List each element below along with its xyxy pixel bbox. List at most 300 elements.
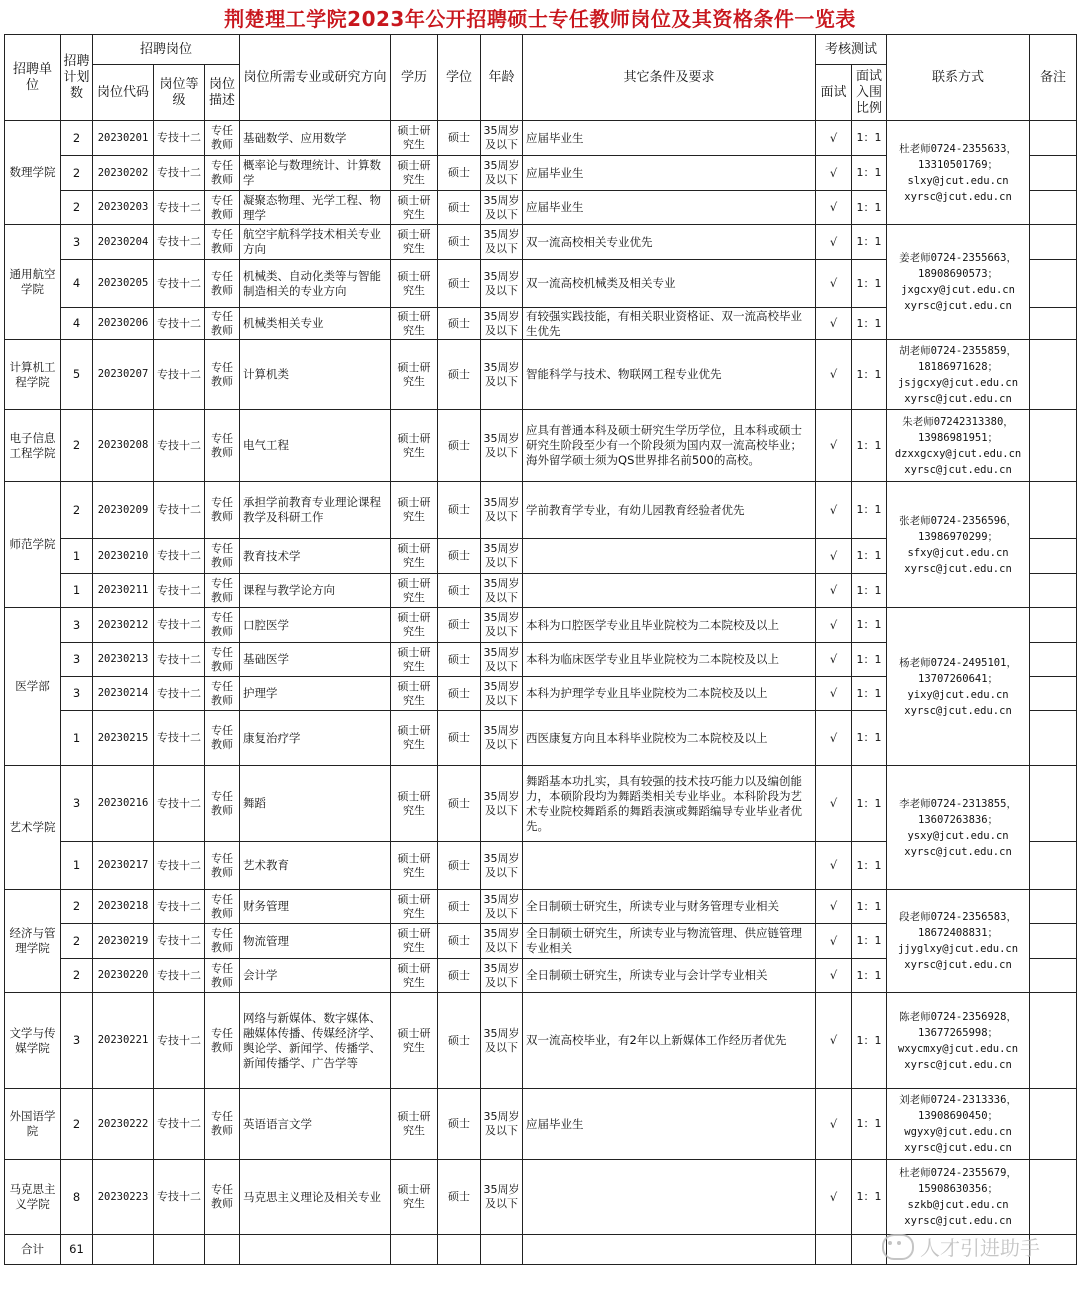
age-cell: 35周岁及以下 bbox=[481, 1160, 523, 1235]
edu-cell: 硕士研究生 bbox=[391, 993, 438, 1089]
plan-cell: 2 bbox=[61, 410, 93, 482]
code-cell: 20230207 bbox=[93, 340, 154, 410]
interview-check: √ bbox=[816, 156, 852, 191]
plan-cell: 8 bbox=[61, 1160, 93, 1235]
unit-cell: 外国语学院 bbox=[5, 1089, 61, 1160]
desc-cell: 专任教师 bbox=[205, 539, 240, 574]
contact-line: 杜老师0724-2355633， bbox=[899, 142, 1017, 155]
other-cell: 智能科学与技术、物联网工程专业优先 bbox=[523, 340, 816, 410]
edu-cell: 硕士研究生 bbox=[391, 121, 438, 156]
interview-check: √ bbox=[816, 410, 852, 482]
header-contact: 联系方式 bbox=[887, 35, 1030, 121]
desc-cell: 专任教师 bbox=[205, 121, 240, 156]
other-cell: 双一流高校相关专业优先 bbox=[523, 225, 816, 260]
ratio-cell: 1：1 bbox=[852, 842, 887, 890]
age-cell: 35周岁及以下 bbox=[481, 643, 523, 677]
note-cell bbox=[1030, 1089, 1077, 1160]
contact-line: 张老师0724-2356596， bbox=[899, 514, 1017, 527]
edu-cell: 硕士研究生 bbox=[391, 260, 438, 308]
degree-cell: 硕士 bbox=[438, 340, 481, 410]
plan-cell: 1 bbox=[61, 574, 93, 608]
contact-line: slxy@jcut.edu.cn bbox=[907, 174, 1009, 187]
degree-cell: 硕士 bbox=[438, 677, 481, 711]
degree-cell: 硕士 bbox=[438, 711, 481, 766]
edu-cell: 硕士研究生 bbox=[391, 1160, 438, 1235]
code-cell: 20230203 bbox=[93, 191, 154, 225]
major-cell: 基础医学 bbox=[240, 643, 391, 677]
table-row bbox=[5, 121, 1077, 156]
grade-cell: 专技十二 bbox=[154, 260, 205, 308]
note-cell bbox=[1030, 482, 1077, 539]
unit-cell: 医学部 bbox=[5, 608, 61, 766]
ratio-cell: 1：1 bbox=[852, 574, 887, 608]
contact-line: 段老师0724-2356583， bbox=[899, 911, 1017, 923]
desc-cell: 专任教师 bbox=[205, 340, 240, 410]
contact-line: 李老师0724-2313855， bbox=[899, 797, 1017, 810]
interview-check: √ bbox=[816, 482, 852, 539]
other-cell: 舞蹈基本功扎实，具有较强的技术技巧能力以及编创能力，本硕阶段均为舞蹈类相关专业毕业。本科阶段为艺术专业院校舞蹈系的舞蹈表演或舞蹈编导专业毕业者优先。 bbox=[523, 766, 816, 842]
contact-line: jxgcxy@jcut.edu.cn bbox=[901, 284, 1015, 296]
code-cell: 20230220 bbox=[93, 959, 154, 993]
plan-cell: 3 bbox=[61, 766, 93, 842]
age-cell: 35周岁及以下 bbox=[481, 959, 523, 993]
code-cell: 20230211 bbox=[93, 574, 154, 608]
contact-line: dzxxgcxy@jcut.edu.cn bbox=[894, 447, 1022, 460]
interview-check: √ bbox=[816, 121, 852, 156]
note-cell bbox=[1030, 156, 1077, 191]
degree-cell: 硕士 bbox=[438, 842, 481, 890]
contact-cell bbox=[887, 608, 1030, 766]
contact-line: 13607263836； bbox=[918, 813, 999, 826]
desc-cell: 专任教师 bbox=[205, 225, 240, 260]
table-row bbox=[5, 482, 1077, 539]
desc-cell: 专任教师 bbox=[205, 766, 240, 842]
plan-cell: 2 bbox=[61, 121, 93, 156]
age-cell: 35周岁及以下 bbox=[481, 924, 523, 959]
empty-cell bbox=[93, 1235, 154, 1265]
grade-cell: 专技十二 bbox=[154, 308, 205, 340]
contact-line: 13986981951； bbox=[918, 431, 999, 444]
major-cell: 承担学前教育专业理论课程教学及科研工作 bbox=[240, 482, 391, 539]
major-cell: 机械类相关专业 bbox=[240, 308, 391, 340]
edu-cell: 硕士研究生 bbox=[391, 711, 438, 766]
contact-cell bbox=[887, 340, 1030, 410]
edu-cell: 硕士研究生 bbox=[391, 539, 438, 574]
other-cell: 双一流高校机械类及相关专业 bbox=[523, 260, 816, 308]
grade-cell: 专技十二 bbox=[154, 766, 205, 842]
interview-check: √ bbox=[816, 711, 852, 766]
grade-cell: 专技十二 bbox=[154, 959, 205, 993]
age-cell: 35周岁及以下 bbox=[481, 482, 523, 539]
plan-cell: 3 bbox=[61, 677, 93, 711]
contact-line: xyrsc@jcut.edu.cn bbox=[904, 562, 1012, 575]
other-cell bbox=[523, 574, 816, 608]
major-cell: 口腔医学 bbox=[240, 608, 391, 643]
grade-cell: 专技十二 bbox=[154, 156, 205, 191]
contact-line: 朱老师07242313380， bbox=[902, 415, 1014, 428]
major-cell: 网络与新媒体、数字媒体、融媒体传播、传媒经济学、舆论学、新闻学、传播学、新闻传播学、广告学等 bbox=[240, 993, 391, 1089]
empty-cell bbox=[240, 1235, 391, 1265]
ratio-cell: 1：1 bbox=[852, 643, 887, 677]
edu-cell: 硕士研究生 bbox=[391, 766, 438, 842]
contact-cell bbox=[887, 1160, 1030, 1235]
age-cell: 35周岁及以下 bbox=[481, 574, 523, 608]
other-cell: 有较强实践技能，有相关职业资格证、双一流高校毕业生优先 bbox=[523, 308, 816, 340]
contact-line: sfxy@jcut.edu.cn bbox=[907, 546, 1009, 559]
contact-line: 13677265998； bbox=[918, 1026, 999, 1039]
code-cell: 20230202 bbox=[93, 156, 154, 191]
desc-cell: 专任教师 bbox=[205, 482, 240, 539]
grade-cell: 专技十二 bbox=[154, 574, 205, 608]
major-cell: 艺术教育 bbox=[240, 842, 391, 890]
plan-cell: 3 bbox=[61, 225, 93, 260]
other-cell: 学前教育学专业，有幼儿园教育经验者优先 bbox=[523, 482, 816, 539]
header-plan: 招聘计划数 bbox=[61, 35, 93, 121]
note-cell bbox=[1030, 574, 1077, 608]
contact-line: xyrsc@jcut.edu.cn bbox=[904, 190, 1012, 203]
unit-cell: 文学与传媒学院 bbox=[5, 993, 61, 1089]
grade-cell: 专技十二 bbox=[154, 677, 205, 711]
ratio-cell: 1：1 bbox=[852, 766, 887, 842]
code-cell: 20230206 bbox=[93, 308, 154, 340]
edu-cell: 硕士研究生 bbox=[391, 156, 438, 191]
note-cell bbox=[1030, 1160, 1077, 1235]
grade-cell: 专技十二 bbox=[154, 924, 205, 959]
interview-check: √ bbox=[816, 677, 852, 711]
code-cell: 20230212 bbox=[93, 608, 154, 643]
unit-cell: 师范学院 bbox=[5, 482, 61, 608]
note-cell bbox=[1030, 608, 1077, 643]
ratio-cell: 1：1 bbox=[852, 308, 887, 340]
interview-check: √ bbox=[816, 643, 852, 677]
grade-cell: 专技十二 bbox=[154, 539, 205, 574]
header-grade: 岗位等级 bbox=[154, 65, 205, 121]
other-cell: 应具有普通本科及硕士研究生学历学位，且本科或硕士研究生阶段至少有一个阶段须为国内双一流高校毕业；海外留学硕士须为QS世界排名前500的高校。 bbox=[523, 410, 816, 482]
age-cell: 35周岁及以下 bbox=[481, 842, 523, 890]
ratio-cell: 1：1 bbox=[852, 260, 887, 308]
note-cell bbox=[1030, 643, 1077, 677]
note-cell bbox=[1030, 677, 1077, 711]
unit-cell: 马克思主义学院 bbox=[5, 1160, 61, 1235]
desc-cell: 专任教师 bbox=[205, 260, 240, 308]
age-cell: 35周岁及以下 bbox=[481, 890, 523, 924]
contact-line: xyrsc@jcut.edu.cn bbox=[904, 1142, 1012, 1154]
desc-cell: 专任教师 bbox=[205, 574, 240, 608]
ratio-cell: 1：1 bbox=[852, 924, 887, 959]
edu-cell: 硕士研究生 bbox=[391, 677, 438, 711]
contact-line: jsjgcxy@jcut.edu.cn bbox=[897, 376, 1019, 389]
plan-cell: 4 bbox=[61, 308, 93, 340]
major-cell: 凝聚态物理、光学工程、物理学 bbox=[240, 191, 391, 225]
desc-cell: 专任教师 bbox=[205, 1160, 240, 1235]
plan-cell: 2 bbox=[61, 156, 93, 191]
other-cell: 本科为口腔医学专业且毕业院校为二本院校及以上 bbox=[523, 608, 816, 643]
grade-cell: 专技十二 bbox=[154, 1160, 205, 1235]
unit-cell: 艺术学院 bbox=[5, 766, 61, 890]
degree-cell: 硕士 bbox=[438, 410, 481, 482]
contact-cell bbox=[887, 482, 1030, 608]
header-age: 年龄 bbox=[481, 35, 523, 121]
degree-cell: 硕士 bbox=[438, 482, 481, 539]
major-cell: 机械类、自动化类等与智能制造相关的专业方向 bbox=[240, 260, 391, 308]
header-other: 其它条件及要求 bbox=[523, 35, 816, 121]
desc-cell: 专任教师 bbox=[205, 156, 240, 191]
contact-line: 18908690573； bbox=[918, 268, 999, 280]
edu-cell: 硕士研究生 bbox=[391, 842, 438, 890]
major-cell: 会计学 bbox=[240, 959, 391, 993]
age-cell: 35周岁及以下 bbox=[481, 121, 523, 156]
degree-cell: 硕士 bbox=[438, 924, 481, 959]
age-cell: 35周岁及以下 bbox=[481, 225, 523, 260]
unit-cell: 计算机工程学院 bbox=[5, 340, 61, 410]
desc-cell: 专任教师 bbox=[205, 191, 240, 225]
degree-cell: 硕士 bbox=[438, 308, 481, 340]
total-value: 61 bbox=[61, 1235, 93, 1265]
header-code: 岗位代码 bbox=[93, 65, 154, 121]
major-cell: 计算机类 bbox=[240, 340, 391, 410]
code-cell: 20230221 bbox=[93, 993, 154, 1089]
empty-cell bbox=[205, 1235, 240, 1265]
contact-line: xyrsc@jcut.edu.cn bbox=[904, 704, 1012, 717]
plan-cell: 3 bbox=[61, 993, 93, 1089]
contact-line: 18672408831； bbox=[918, 927, 999, 939]
note-cell bbox=[1030, 890, 1077, 924]
note-cell bbox=[1030, 121, 1077, 156]
contact-line: 胡老师0724-2355859， bbox=[899, 344, 1017, 357]
unit-cell: 通用航空学院 bbox=[5, 225, 61, 340]
header-post-group: 招聘岗位 bbox=[93, 35, 240, 65]
plan-cell: 4 bbox=[61, 260, 93, 308]
table-body bbox=[5, 121, 1077, 1265]
major-cell: 康复治疗学 bbox=[240, 711, 391, 766]
desc-cell: 专任教师 bbox=[205, 1089, 240, 1160]
watermark bbox=[882, 1232, 1040, 1261]
desc-cell: 专任教师 bbox=[205, 677, 240, 711]
note-cell bbox=[1030, 308, 1077, 340]
contact-cell bbox=[887, 1089, 1030, 1160]
grade-cell: 专技十二 bbox=[154, 842, 205, 890]
contact-line: 姜老师0724-2355663， bbox=[899, 252, 1017, 264]
header-major: 岗位所需专业或研究方向 bbox=[240, 35, 391, 121]
plan-cell: 2 bbox=[61, 1089, 93, 1160]
age-cell: 35周岁及以下 bbox=[481, 260, 523, 308]
page-title: 荆楚理工学院2023年公开招聘硕士专任教师岗位及其资格条件一览表 bbox=[224, 7, 856, 31]
major-cell: 课程与教学论方向 bbox=[240, 574, 391, 608]
note-cell bbox=[1030, 766, 1077, 842]
plan-cell: 1 bbox=[61, 539, 93, 574]
edu-cell: 硕士研究生 bbox=[391, 340, 438, 410]
interview-check: √ bbox=[816, 608, 852, 643]
age-cell: 35周岁及以下 bbox=[481, 340, 523, 410]
degree-cell: 硕士 bbox=[438, 993, 481, 1089]
contact-line: 杜老师0724-2355679， bbox=[899, 1167, 1017, 1179]
table-row bbox=[5, 1089, 1077, 1160]
degree-cell: 硕士 bbox=[438, 121, 481, 156]
major-cell: 电气工程 bbox=[240, 410, 391, 482]
degree-cell: 硕士 bbox=[438, 608, 481, 643]
major-cell: 教育技术学 bbox=[240, 539, 391, 574]
interview-check: √ bbox=[816, 924, 852, 959]
desc-cell: 专任教师 bbox=[205, 959, 240, 993]
table-row bbox=[5, 890, 1077, 924]
contact-cell bbox=[887, 766, 1030, 890]
plan-cell: 2 bbox=[61, 191, 93, 225]
desc-cell: 专任教师 bbox=[205, 993, 240, 1089]
header-desc: 岗位描述 bbox=[205, 65, 240, 121]
note-cell bbox=[1030, 410, 1077, 482]
header-edu: 学历 bbox=[391, 35, 438, 121]
table-row bbox=[5, 993, 1077, 1089]
note-cell bbox=[1030, 539, 1077, 574]
code-cell: 20230208 bbox=[93, 410, 154, 482]
contact-line: 13310501769； bbox=[918, 158, 999, 171]
interview-check: √ bbox=[816, 225, 852, 260]
ratio-cell: 1：1 bbox=[852, 191, 887, 225]
contact-cell bbox=[887, 993, 1030, 1089]
grade-cell: 专技十二 bbox=[154, 410, 205, 482]
interview-check: √ bbox=[816, 539, 852, 574]
interview-check: √ bbox=[816, 574, 852, 608]
desc-cell: 专任教师 bbox=[205, 842, 240, 890]
wechat-icon bbox=[882, 1234, 914, 1260]
code-cell: 20230223 bbox=[93, 1160, 154, 1235]
grade-cell: 专技十二 bbox=[154, 711, 205, 766]
degree-cell: 硕士 bbox=[438, 959, 481, 993]
plan-cell: 2 bbox=[61, 482, 93, 539]
desc-cell: 专任教师 bbox=[205, 410, 240, 482]
contact-line: 18186971628； bbox=[918, 360, 999, 373]
code-cell: 20230216 bbox=[93, 766, 154, 842]
degree-cell: 硕士 bbox=[438, 1089, 481, 1160]
degree-cell: 硕士 bbox=[438, 225, 481, 260]
plan-cell: 1 bbox=[61, 711, 93, 766]
age-cell: 35周岁及以下 bbox=[481, 539, 523, 574]
grade-cell: 专技十二 bbox=[154, 993, 205, 1089]
other-cell: 全日制硕士研究生，所读专业与物流管理、供应链管理专业相关 bbox=[523, 924, 816, 959]
age-cell: 35周岁及以下 bbox=[481, 1089, 523, 1160]
contact-line: xyrsc@jcut.edu.cn bbox=[904, 300, 1012, 312]
desc-cell: 专任教师 bbox=[205, 308, 240, 340]
interview-check: √ bbox=[816, 959, 852, 993]
ratio-cell: 1：1 bbox=[852, 539, 887, 574]
edu-cell: 硕士研究生 bbox=[391, 608, 438, 643]
edu-cell: 硕士研究生 bbox=[391, 959, 438, 993]
degree-cell: 硕士 bbox=[438, 260, 481, 308]
note-cell bbox=[1030, 191, 1077, 225]
desc-cell: 专任教师 bbox=[205, 890, 240, 924]
contact-cell bbox=[887, 225, 1030, 340]
ratio-cell: 1：1 bbox=[852, 711, 887, 766]
age-cell: 35周岁及以下 bbox=[481, 993, 523, 1089]
code-cell: 20230204 bbox=[93, 225, 154, 260]
plan-cell: 3 bbox=[61, 608, 93, 643]
ratio-cell: 1：1 bbox=[852, 993, 887, 1089]
other-cell: 应届毕业生 bbox=[523, 121, 816, 156]
code-cell: 20230215 bbox=[93, 711, 154, 766]
desc-cell: 专任教师 bbox=[205, 608, 240, 643]
edu-cell: 硕士研究生 bbox=[391, 308, 438, 340]
code-cell: 20230218 bbox=[93, 890, 154, 924]
plan-cell: 2 bbox=[61, 924, 93, 959]
major-cell: 英语语言文学 bbox=[240, 1089, 391, 1160]
edu-cell: 硕士研究生 bbox=[391, 191, 438, 225]
age-cell: 35周岁及以下 bbox=[481, 608, 523, 643]
note-cell bbox=[1030, 711, 1077, 766]
age-cell: 35周岁及以下 bbox=[481, 308, 523, 340]
edu-cell: 硕士研究生 bbox=[391, 924, 438, 959]
interview-check: √ bbox=[816, 1160, 852, 1235]
interview-check: √ bbox=[816, 766, 852, 842]
other-cell bbox=[523, 1160, 816, 1235]
header-interview: 面试 bbox=[816, 65, 852, 121]
edu-cell: 硕士研究生 bbox=[391, 574, 438, 608]
degree-cell: 硕士 bbox=[438, 643, 481, 677]
age-cell: 35周岁及以下 bbox=[481, 191, 523, 225]
major-cell: 财务管理 bbox=[240, 890, 391, 924]
contact-line: 刘老师0724-2313336， bbox=[899, 1094, 1017, 1106]
ratio-cell: 1：1 bbox=[852, 608, 887, 643]
major-cell: 舞蹈 bbox=[240, 766, 391, 842]
empty-cell bbox=[481, 1235, 523, 1265]
table-row bbox=[5, 766, 1077, 842]
other-cell: 应届毕业生 bbox=[523, 156, 816, 191]
code-cell: 20230222 bbox=[93, 1089, 154, 1160]
degree-cell: 硕士 bbox=[438, 191, 481, 225]
ratio-cell: 1：1 bbox=[852, 482, 887, 539]
unit-cell: 数理学院 bbox=[5, 121, 61, 225]
degree-cell: 硕士 bbox=[438, 574, 481, 608]
code-cell: 20230217 bbox=[93, 842, 154, 890]
table-row bbox=[5, 608, 1077, 643]
grade-cell: 专技十二 bbox=[154, 340, 205, 410]
code-cell: 20230214 bbox=[93, 677, 154, 711]
other-cell bbox=[523, 842, 816, 890]
interview-check: √ bbox=[816, 842, 852, 890]
empty-cell bbox=[523, 1235, 816, 1265]
table-row bbox=[5, 340, 1077, 410]
grade-cell: 专技十二 bbox=[154, 225, 205, 260]
degree-cell: 硕士 bbox=[438, 766, 481, 842]
other-cell: 西医康复方向且本科毕业院校为二本院校及以上 bbox=[523, 711, 816, 766]
watermark-text: 人才引进助手 bbox=[920, 1236, 1040, 1260]
degree-cell: 硕士 bbox=[438, 890, 481, 924]
other-cell: 应届毕业生 bbox=[523, 1089, 816, 1160]
other-cell: 本科为临床医学专业且毕业院校为二本院校及以上 bbox=[523, 643, 816, 677]
edu-cell: 硕士研究生 bbox=[391, 890, 438, 924]
note-cell bbox=[1030, 924, 1077, 959]
note-cell bbox=[1030, 842, 1077, 890]
contact-line: 13707260641； bbox=[918, 672, 999, 685]
ratio-cell: 1：1 bbox=[852, 1160, 887, 1235]
contact-cell bbox=[887, 121, 1030, 225]
grade-cell: 专技十二 bbox=[154, 482, 205, 539]
header-test-group: 考核测试 bbox=[816, 35, 887, 65]
age-cell: 35周岁及以下 bbox=[481, 677, 523, 711]
total-label: 合计 bbox=[5, 1235, 61, 1265]
age-cell: 35周岁及以下 bbox=[481, 766, 523, 842]
major-cell: 基础数学、应用数学 bbox=[240, 121, 391, 156]
contact-cell bbox=[887, 890, 1030, 993]
plan-cell: 3 bbox=[61, 643, 93, 677]
header-degree: 学位 bbox=[438, 35, 481, 121]
contact-line: yixy@jcut.edu.cn bbox=[907, 688, 1009, 701]
header-ratio: 面试入围比例 bbox=[852, 65, 887, 121]
note-cell bbox=[1030, 959, 1077, 993]
major-cell: 概率论与数理统计、计算数学 bbox=[240, 156, 391, 191]
contact-line: xyrsc@jcut.edu.cn bbox=[904, 1058, 1012, 1071]
plan-cell: 2 bbox=[61, 890, 93, 924]
table-row bbox=[5, 410, 1077, 482]
